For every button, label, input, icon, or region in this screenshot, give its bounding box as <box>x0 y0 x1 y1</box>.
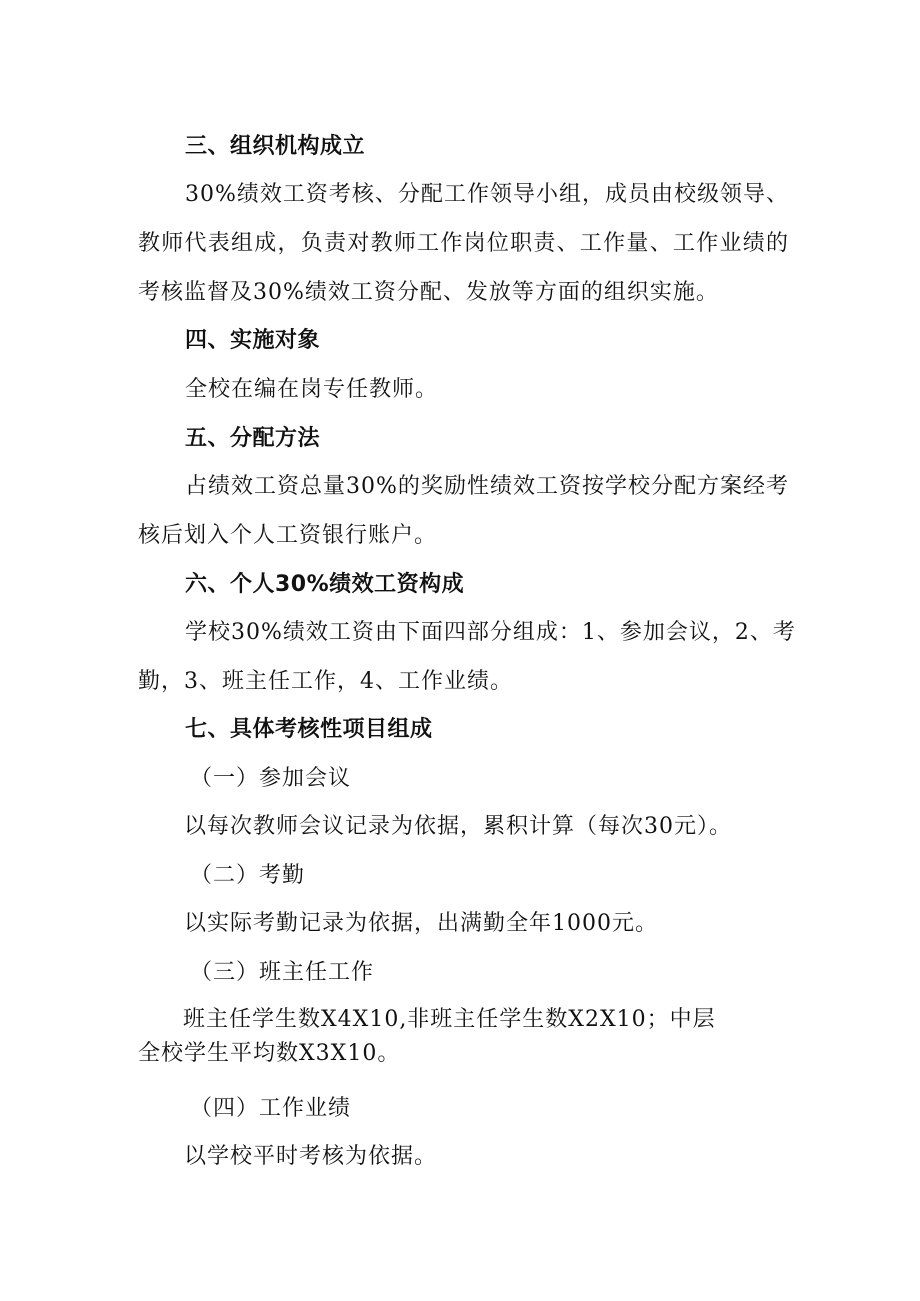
organization-text-line-3: 考核监督及30%绩效工资分配、发放等方面的组织实施。 <box>138 280 719 305</box>
section-heading-method: 五、分配方法 <box>185 426 321 451</box>
head-teacher-text-line-1: 班主任学生数X4X10,非班主任学生数X2X10；中层 <box>183 1007 716 1032</box>
organization-text-line-1: 30%绩效工资考核、分配工作领导小组，成员由校级领导、 <box>185 182 789 207</box>
subheading-head-teacher: （三）班主任工作 <box>190 960 375 985</box>
method-text-line-1: 占绩效工资总量30%的奖励性绩效工资按学校分配方案经考 <box>185 474 789 499</box>
subheading-meetings: （一）参加会议 <box>190 766 352 791</box>
subheading-performance: （四）工作业绩 <box>190 1096 352 1121</box>
target-text: 全校在编在岗专任教师。 <box>185 377 439 402</box>
method-text-line-2: 核后划入个人工资银行账户。 <box>138 523 438 548</box>
performance-text: 以学校平时考核为依据。 <box>184 1144 438 1169</box>
subheading-attendance: （二）考勤 <box>190 863 306 888</box>
section-heading-items: 七、具体考核性项目组成 <box>185 717 433 742</box>
head-teacher-text-line-2: 全校学生平均数X3X10。 <box>138 1041 401 1066</box>
attendance-text: 以实际考勤记录为依据，出满勤全年1000元。 <box>184 911 658 936</box>
composition-text-line-2: 勤，3、班主任工作，4、工作业绩。 <box>138 669 513 694</box>
section-heading-composition: 六、个人30%绩效工资构成 <box>185 572 465 597</box>
section-heading-organization: 三、组织机构成立 <box>185 134 366 159</box>
meetings-text: 以每次教师会议记录为依据，累积计算（每次30元）。 <box>184 814 732 839</box>
composition-text-line-1: 学校30%绩效工资由下面四部分组成：1、参加会议，2、考 <box>185 620 796 645</box>
organization-text-line-2: 教师代表组成，负责对教师工作岗位职责、工作量、工作业绩的 <box>138 231 789 256</box>
section-heading-target: 四、实施对象 <box>185 328 321 353</box>
